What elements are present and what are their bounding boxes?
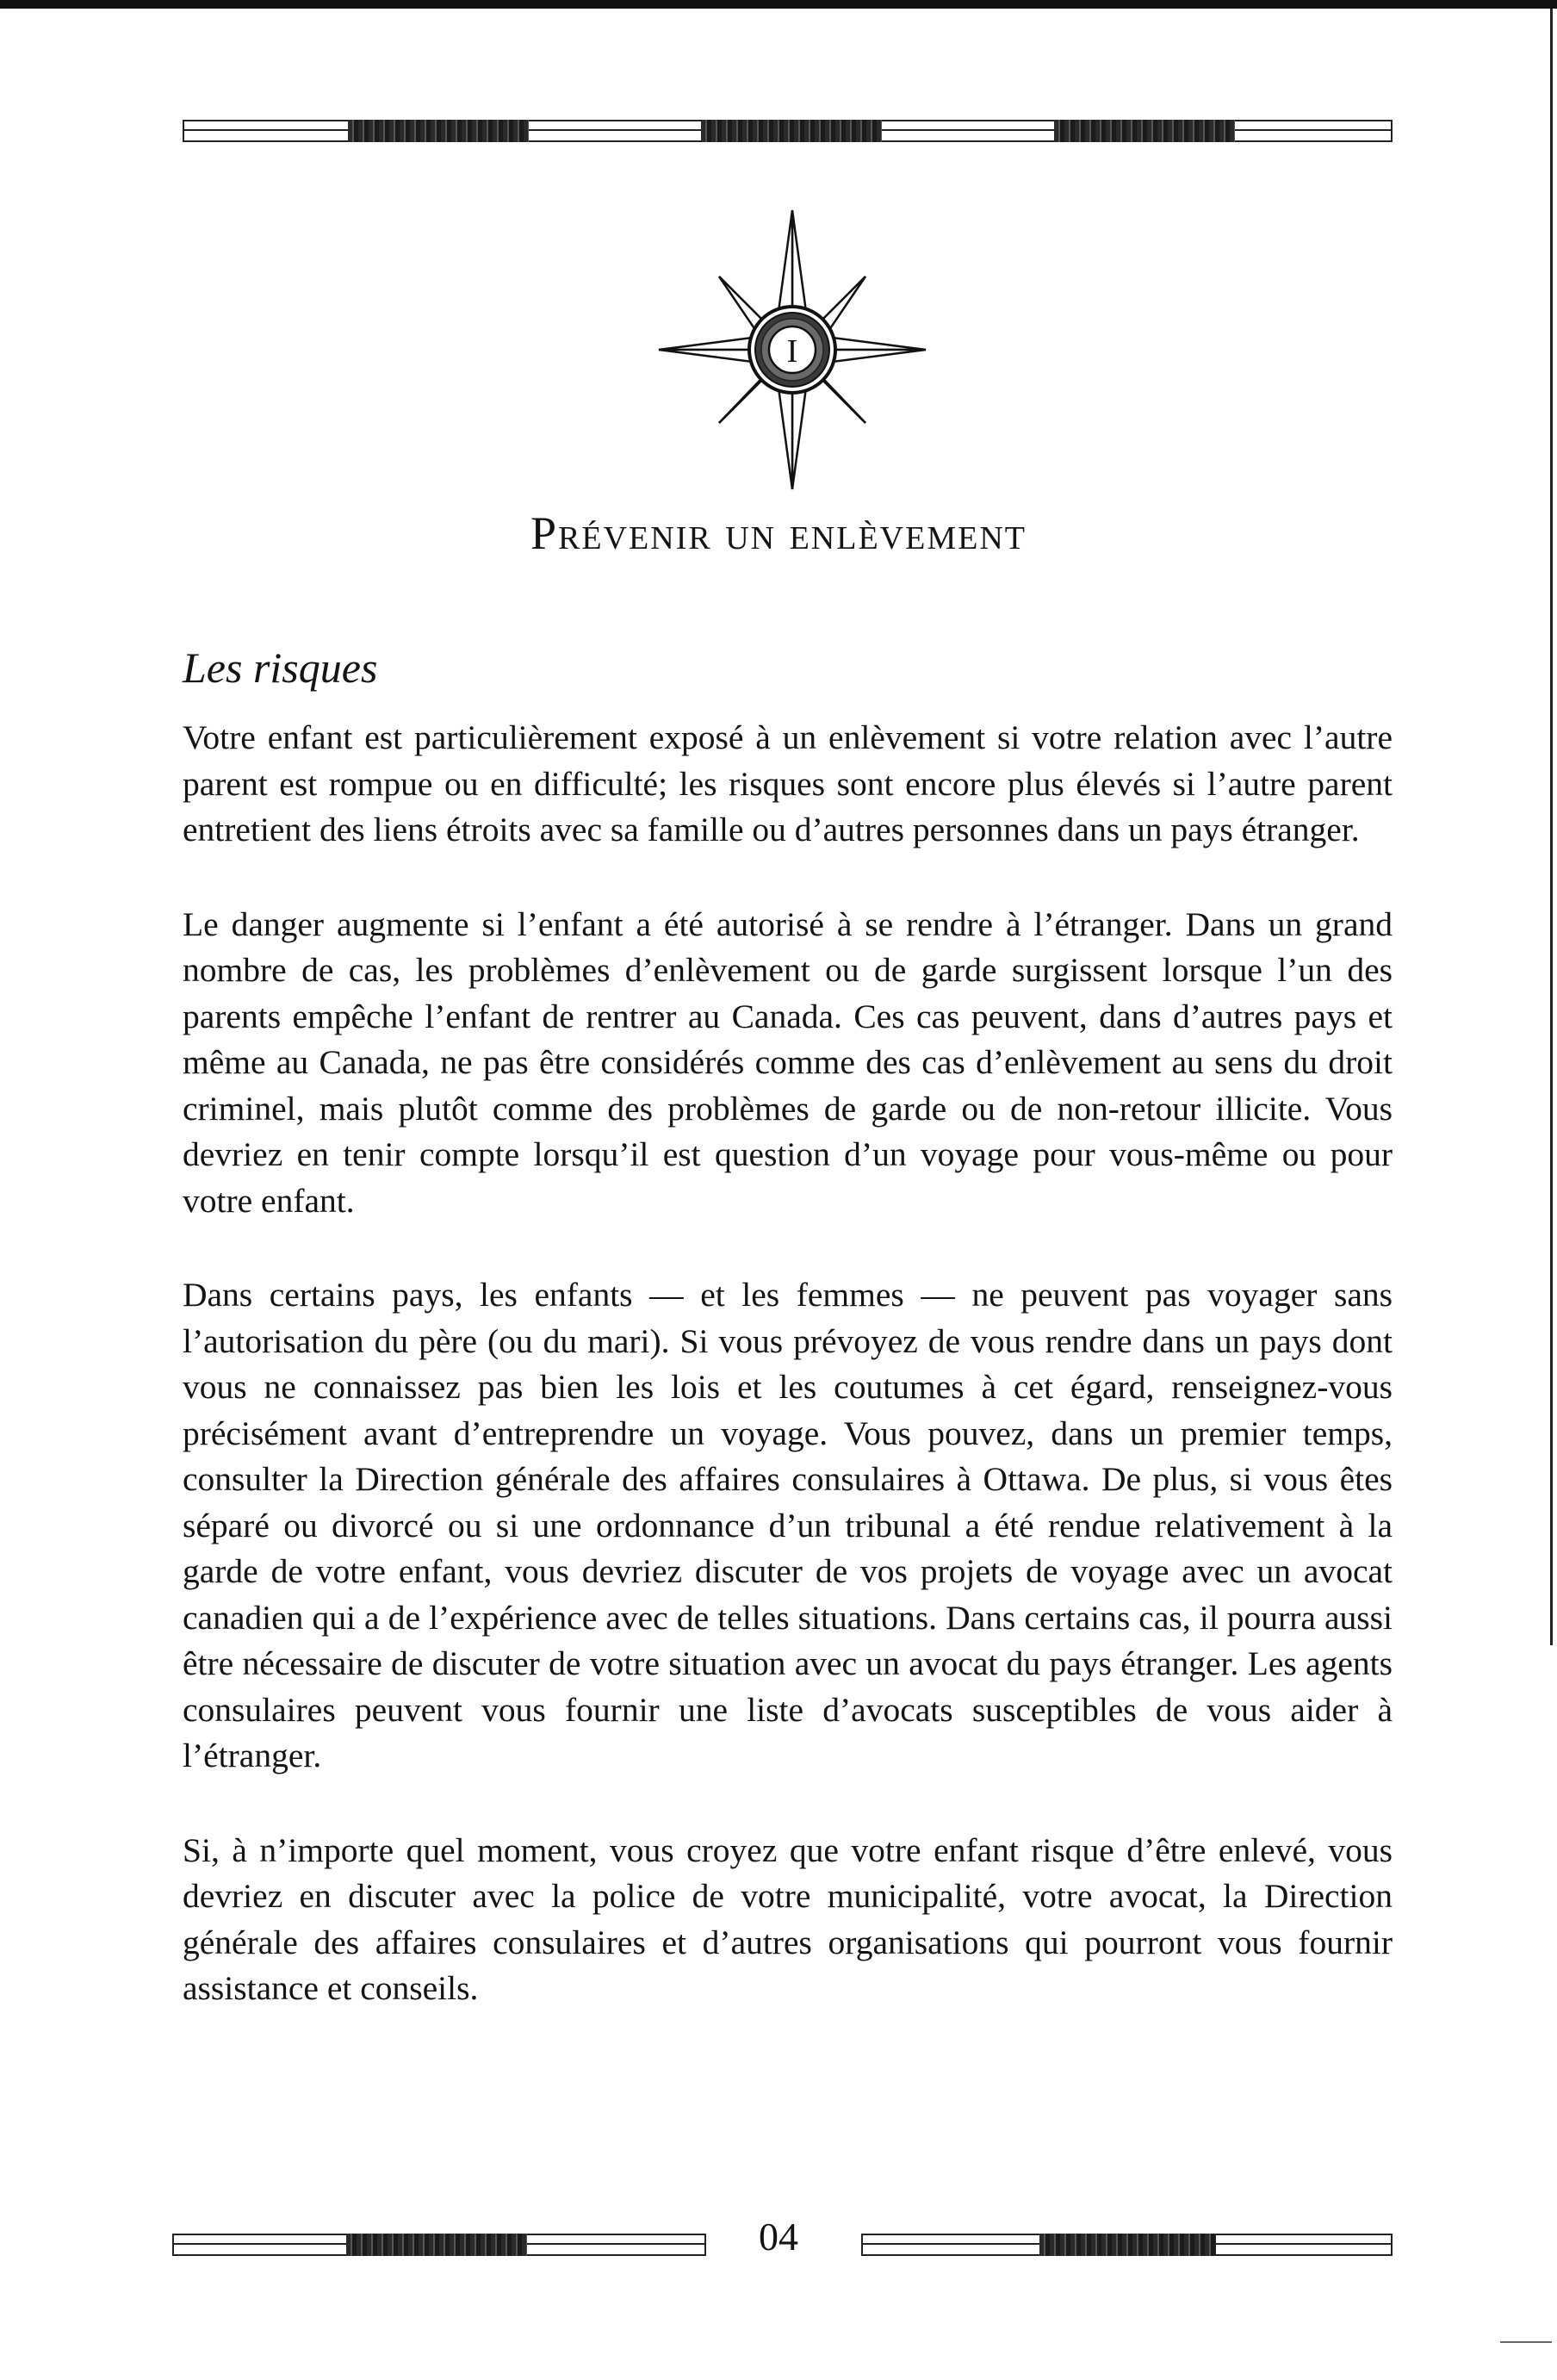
scan-page-edge xyxy=(1550,9,1553,1645)
page-number: 04 xyxy=(759,2215,798,2259)
body-text xyxy=(183,715,1393,2060)
paragraph: Le danger augmente si l’enfant a été autorisé à se rendre à l’étranger. Dans un grand nombre de cas, les problèmes d’enlèvement ou de garde surgissent lorsque l’un des parents empêche l’enfant de rentrer au Canada. Ces cas peuvent, dans d’autres pays et même au Canada, ne pas être considérés comme des cas d’enlèvement au sens du droit criminel, mais plutôt comme des problèmes de garde ou de non-retour illicite. Vous devriez en tenir compte lorsqu’il est question d’un voyage pour vous-même ou pour votre enfant. xyxy=(183,904,1393,1220)
section-heading: Les risques xyxy=(183,643,378,692)
bottom-left-decorative-rule xyxy=(172,2234,706,2256)
bottom-right-decorative-rule xyxy=(861,2234,1393,2256)
chapter-title: Prévenir un enlèvement xyxy=(530,507,1027,559)
scan-top-edge xyxy=(0,0,1557,9)
paragraph: Votre enfant est particulièrement exposé à un enlèvement si votre relation avec l’autre parent est rompue ou en difficulté; les risques sont encore plus élevés si l’autre parent entretient des liens étroits avec sa famille ou d’autres personnes dans un pays étranger. xyxy=(183,718,1393,848)
scan-mark xyxy=(1500,2341,1552,2343)
compass-rose-icon xyxy=(654,203,930,496)
paragraph: Si, à n’importe quel moment, vous croyez que votre enfant risque d’être enlevé, vous devriez en discuter avec la police de votre municipalité, votre avocat, la Direction générale des affaires consulaires et d’autres organisations qui pourront vous fournir assistance et conseils. xyxy=(183,1830,1393,2007)
top-decorative-rule xyxy=(183,120,1393,142)
chapter-numeral: I xyxy=(786,333,798,370)
paragraph: Dans certains pays, les enfants — et les femmes — ne peuvent pas voyager sans l’autorisation du père (ou du mari). Si vous prévoyez de vous rendre dans un pays dont vous ne connaissez pas bien les lois et les coutumes à cet égard, renseignez-vous précisément avant d’entreprendre un voyage. Vous pouvez, dans un premier temps, consulter la Direction générale des affaires consulaires à Ottawa. De plus, si vous êtes séparé ou divorcé ou si une ordonnance d’un tribunal a été rendue relativement à la garde de votre enfant, vous devriez discuter de vos projets de voyage avec un avocat canadien qui a de l’expérience avec de telles situations. Dans certains cas, il pourra aussi être nécessaire de discuter de votre situation avec un avocat du pays étranger. Les agents consulaires peuvent vous fournir une liste d’avocats susceptibles de vous aider à l’étranger. xyxy=(183,1276,1393,1774)
